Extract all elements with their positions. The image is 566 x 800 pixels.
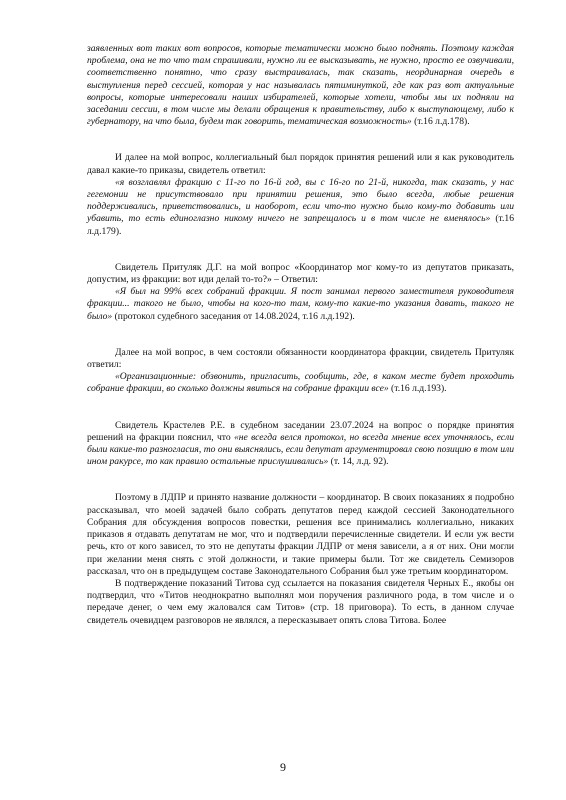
body-text: Далее на мой вопрос, в чем состояли обязанности координатора фракции, свидетель Притуляк ответил: [87,346,514,371]
paragraph-6 [87,347,514,371]
citation-text: (т. 14, л.д. 92). [328,456,389,468]
paragraph-9 [87,492,514,577]
paragraph-7 [87,371,514,395]
quote-text: «Организационные: обзвонить, пригласить, сообщить, где, в каком месте будет проходить собрание фракции, во сколько должны явиться на собрание фракции все» [87,371,514,395]
paragraph-10 [87,578,514,627]
paragraph-1 [87,43,514,128]
citation-text: (т.16 л.д.178). [411,116,470,128]
citation-text: (т.16 л.д.193). [388,383,447,395]
quote-text: «Я был на 99% всех собраний фракции. Я пост занимал первого заместителя руководителя фракции... такого не было, чтобы на кого-то там, кому-то какие-то указания давать, такого не было» [87,286,514,322]
citation-text: (т.16 л.д.179). [87,213,515,237]
paragraph-5 [87,286,514,323]
quote-text: «я возглавлял фракцию с 11-го по 16-й год, вы с 16-го по 21-й, никогда, так сказать, у нас гегемонии не присутствовало при принятии решения, это было всегда, любые решения поддерживались, приветствовались, и наоборот, если что-то нужно было кому-то добавить или убавить, то есть единоглазно никому ничего не запрещалось и в том числе не вменялось» [87,176,514,225]
paragraph-4 [87,262,514,286]
paragraph-3 [87,177,514,238]
citation-text: (протокол судебного заседания от 14.08.2024, т.16 л.д.192). [112,310,355,322]
quote-text: «не всегда велся протокол, но всегда мнение всех уточнялось, если были какие-то разногласия, то они выяснялись, если депутат аргументировал свою позицию в том или ином ракурсе, то как правило остальные прислушивались» [87,431,514,468]
paragraph-8 [87,420,514,469]
paragraph-2 [87,152,514,176]
body-text: Поэтому в ЛДПР и принято название должности – координатор. В своих показаниях я подробно рассказывал, что моей задачей было собрать депутатов перед каждой сессией Законодательного Собрания для обсуждения вопросов повестки, решения все принимались коллегиально, никаких приказов я отдавать депутатам не мог, что и подтвердили перечисленные свидетели. И если уж вести речь, кто от кого зависел, то это не депутаты фракции ЛДПР от меня зависели, а я от них. Они могли при желании меня снять с этой должности, и такие примеры были. Тот же свидетель Семизоров рассказал, что он в предыдущем составе Законодательного Собрания был уже третьим координатором. [87,492,514,577]
body-text: Свидетель Притуляк Д.Г. на мой вопрос «Координатор мог кому-то из депутатов приказать, допустим, из фракции: вот иди делай то-то?» – Ответил: [87,261,514,286]
body-text: Свидетель Крастелев Р.Е. в судебном заседании 23.07.2024 на вопрос о порядке принятия решений на фракции пояснил, что [87,419,514,443]
body-text: И далее на мой вопрос, коллегиальный был порядок принятия решений или я как руководитель давал какие-то приказы, свидетель ответил: [87,152,514,176]
body-text: В подтверждение показаний Титова суд ссылается на показания свидетеля Черных Е., якобы он подтвердил, что «Титов неоднократно выполнял мои поручения различного рода, в том числе и о передаче денег, о чем ему жаловался сам Титов» (стр. 18 приговора). То есть, в данном случае свидетель очевидцем разговоров не являлся, а пересказывает опять слова Титова. Более [87,577,514,626]
quote-text: заявленных вот таких вот вопросов, которые тематически можно было поднять. Поэтому каждая проблема, она не то что там спрашивали, нужно ли ее высказывать, не нужно, просто ее озвучивали, соответственно понятно, что сразу выстраивалась, так сказать, неординарная очередь в выступления перед сессией, которая у нас называлась пятиминуткой, где как раз вот актуальные вопросы, которые интересовали наших избирателей, которые хотели, чтобы мы их подняли на заседании сессии, в том числе мы делали обращения к правительству, либо к выступающему, либо к губернатору, на что была, будем так говорить, тематическая возможность» [87,43,514,128]
page-number: 9 [280,760,286,774]
